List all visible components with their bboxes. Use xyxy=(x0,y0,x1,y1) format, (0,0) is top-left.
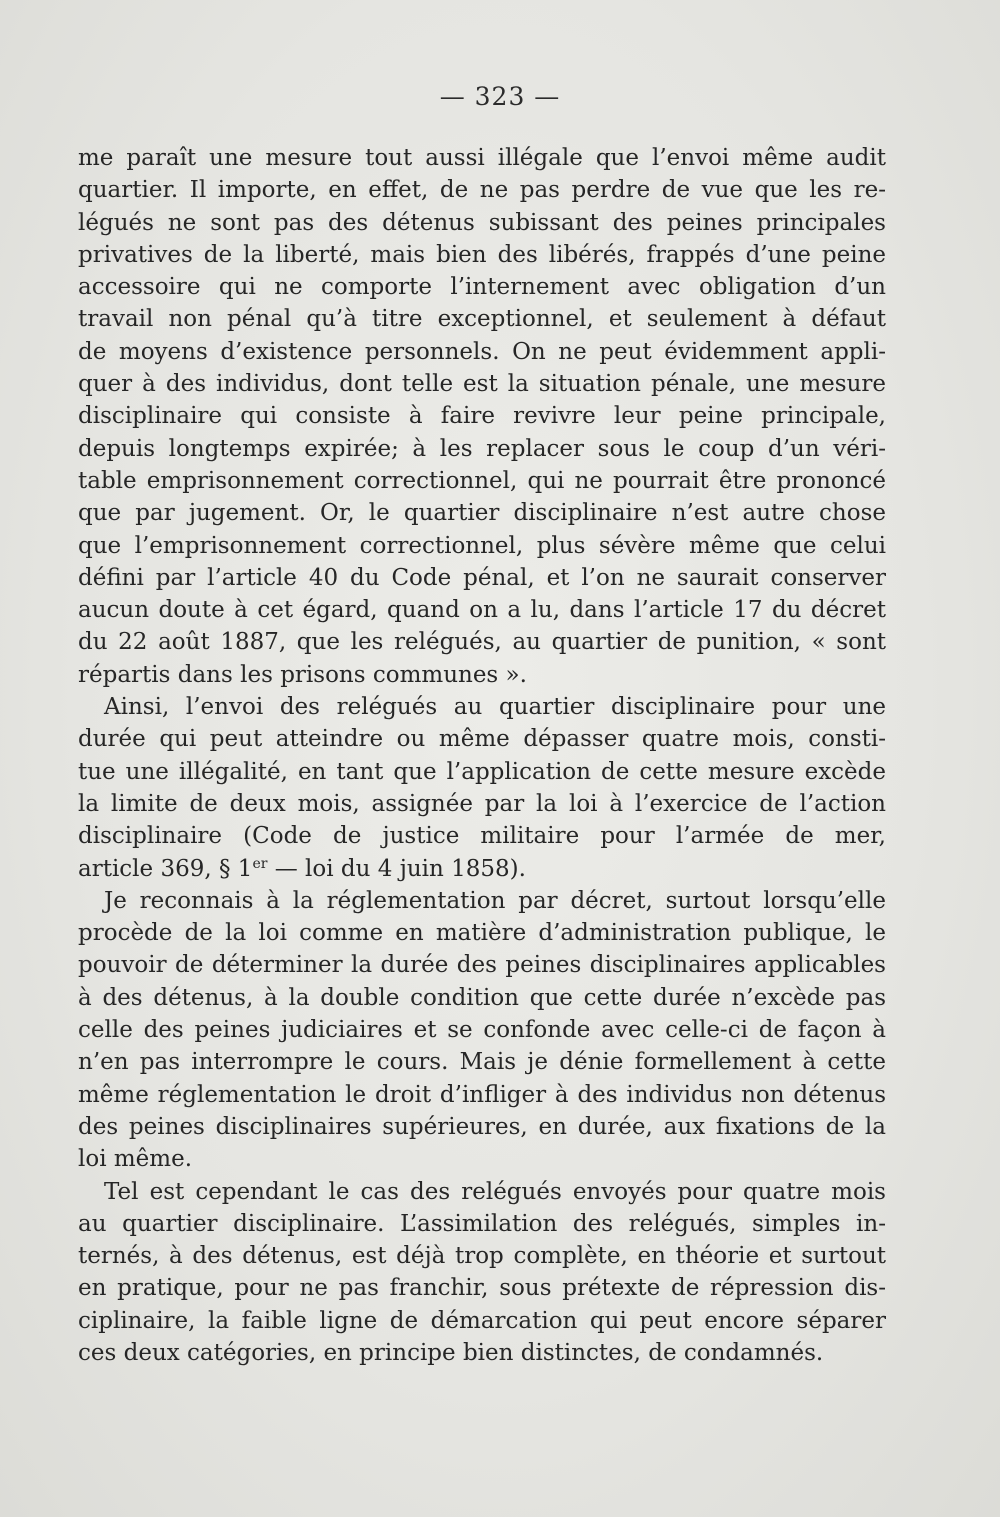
paragraph-1 xyxy=(78,142,886,691)
text-line: du 22 août 1887, que les relégués, au quartier de punition, « sont xyxy=(78,629,886,656)
paragraph-4 xyxy=(78,1176,886,1370)
text-line: Ainsi, l’envoi des relégués au quartier disciplinaire pour une xyxy=(104,694,886,721)
paragraph-3 xyxy=(78,885,886,1176)
text-line: durée qui peut atteindre ou même dépasser quatre mois, consti- xyxy=(78,726,886,753)
text-line: répartis dans les prisons communes ». xyxy=(78,661,527,688)
text-line: me paraît une mesure tout aussi illégale que l’envoi même audit xyxy=(78,145,886,171)
text-line: quartier. Il importe, en effet, de ne pas perdre de vue que les re- xyxy=(78,177,886,204)
text-line: travail non pénal qu’à titre exceptionnel, et seulement à défaut xyxy=(78,306,886,333)
text-line: Je reconnais à la réglementation par décret, surtout lorsqu’elle xyxy=(104,887,886,914)
page-number: — 323 — xyxy=(439,82,561,111)
text-line: la limite de deux mois, assignée par la loi à l’exercice de l’action xyxy=(78,790,886,817)
text-line: de moyens d’existence personnels. On ne peut évidemment appli- xyxy=(78,338,886,365)
text-line: disciplinaire (Code de justice militaire pour l’armée de mer, xyxy=(78,823,886,850)
text-line-with-superscript xyxy=(78,853,886,885)
text-line: quer à des individus, dont telle est la situation pénale, une mesure xyxy=(78,371,886,398)
text-line: même réglementation le droit d’infliger à des individus non détenus xyxy=(78,1081,886,1108)
text-line: au quartier disciplinaire. L’assimilation des relégués, simples in- xyxy=(78,1210,886,1237)
text-line: que par jugement. Or, le quartier disciplinaire n’est autre chose xyxy=(78,500,886,527)
text-line: disciplinaire qui consiste à faire revivre leur peine principale, xyxy=(78,403,886,430)
text-line: que l’emprisonnement correctionnel, plus sévère même que celui xyxy=(78,532,886,559)
text-line: à des détenus, à la double condition que cette durée n’excède pas xyxy=(78,984,886,1011)
text-line: en pratique, pour ne pas franchir, sous prétexte de répression dis- xyxy=(78,1275,886,1302)
text-line: celle des peines judiciaires et se confonde avec celle-ci de façon à xyxy=(78,1017,886,1044)
text-line: n’en pas interrompre le cours. Mais je dénie formellement à cette xyxy=(78,1049,886,1076)
text-line: des peines disciplinaires supérieures, en durée, aux fixations de la xyxy=(78,1113,886,1140)
text-line: pouvoir de déterminer la durée des peines disciplinaires applicables xyxy=(78,952,886,979)
text-line: ces deux catégories, en principe bien distinctes, de condamnés. xyxy=(78,1339,824,1366)
text-line: privatives de la liberté, mais bien des libérés, frappés d’une peine xyxy=(78,241,886,268)
text-line: depuis longtemps expirée; à les replacer sous le coup d’un véri- xyxy=(78,435,886,462)
text-line: loi même. xyxy=(78,1146,193,1173)
text-line: table emprisonnement correctionnel, qui ne pourrait être prononcé xyxy=(78,467,886,494)
page-body xyxy=(78,142,886,1369)
text-segment: — loi du 4 juin 1858). xyxy=(267,855,526,882)
text-line: procède de la loi comme en matière d’administration publique, le xyxy=(78,920,886,947)
text-line: légués ne sont pas des détenus subissant des peines principales xyxy=(78,209,886,236)
text-line: accessoire qui ne comporte l’internement avec obligation d’un xyxy=(78,274,886,301)
text-segment: article 369, § 1 xyxy=(78,855,253,882)
text-line: Tel est cependant le cas des relégués envoyés pour quatre mois xyxy=(104,1178,886,1205)
text-line: ternés, à des détenus, est déjà trop complète, en théorie et surtout xyxy=(78,1243,886,1270)
text-line: défini par l’article 40 du Code pénal, et l’on ne saurait conserver xyxy=(78,564,886,591)
superscript: er xyxy=(252,855,268,872)
paragraph-2 xyxy=(78,691,886,885)
text-line: aucun doute à cet égard, quand on a lu, dans l’article 17 du décret xyxy=(78,597,886,624)
text-line: tue une illégalité, en tant que l’application de cette mesure excède xyxy=(78,758,886,785)
text-line: ciplinaire, la faible ligne de démarcation qui peut encore séparer xyxy=(78,1307,886,1334)
